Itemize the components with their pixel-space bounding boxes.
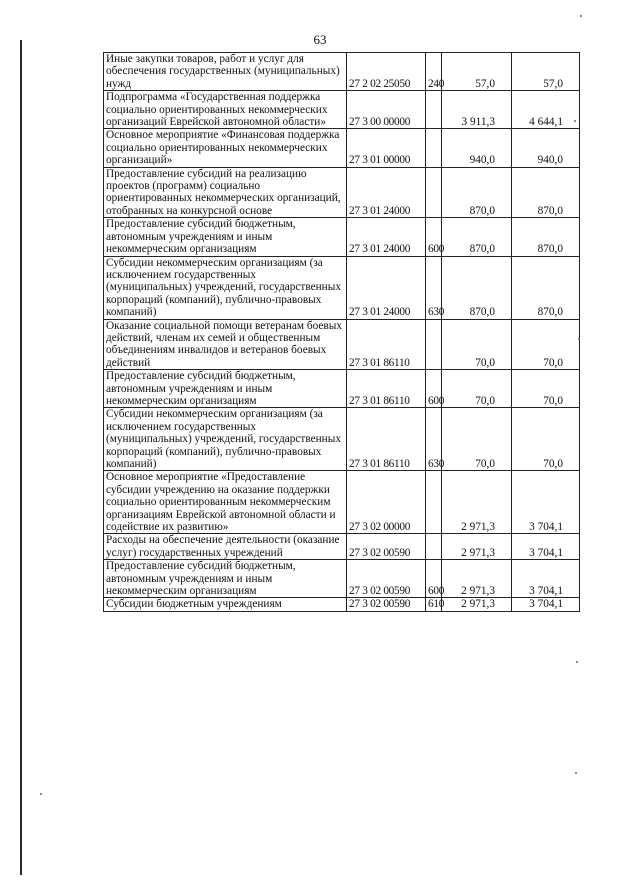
scan-speck [576, 661, 578, 663]
row-name: Предоставление субсидий на реализацию проектов (программ) социально ориентированных некоммерческих организаций, отобранных на конкурсной основе [104, 167, 347, 218]
row-code: 27 3 01 24000 [347, 256, 426, 319]
row-value-2: 70,0 [512, 319, 580, 370]
row-value-1: 2 971,3 [442, 534, 512, 560]
row-name: Иные закупки товаров, работ и услуг для обеспечения государственных (муниципальных) нужд [104, 53, 347, 91]
row-expense-type [426, 534, 442, 560]
row-code: 27 3 01 24000 [347, 218, 426, 256]
row-expense-type [426, 319, 442, 370]
row-value-1: 870,0 [442, 167, 512, 218]
table-row [104, 408, 580, 471]
table-row [104, 319, 580, 370]
scan-speck [580, 15, 582, 17]
row-value-1: 870,0 [442, 256, 512, 319]
row-name: Основное мероприятие «Финансовая поддержка социально ориентированных некоммерческих организаций» [104, 129, 347, 167]
row-expense-type [426, 129, 442, 167]
row-value-2: 870,0 [512, 218, 580, 256]
row-value-1: 870,0 [442, 218, 512, 256]
row-code: 27 3 02 00590 [347, 534, 426, 560]
row-code: 27 3 01 86110 [347, 408, 426, 471]
table-row [104, 91, 580, 129]
row-code: 27 3 02 00000 [347, 471, 426, 534]
row-code: 27 3 01 86110 [347, 370, 426, 408]
scan-speck [574, 120, 576, 122]
row-expense-type: 240 [426, 53, 442, 91]
row-value-2: 3 704,1 [512, 560, 580, 598]
row-expense-type [426, 471, 442, 534]
row-value-2: 57,0 [512, 53, 580, 91]
row-value-1: 940,0 [442, 129, 512, 167]
row-expense-type: 600 [426, 218, 442, 256]
row-value-2: 870,0 [512, 256, 580, 319]
row-value-2: 70,0 [512, 408, 580, 471]
table-row [104, 370, 580, 408]
scan-speck [40, 793, 42, 795]
row-value-2: 3 704,1 [512, 534, 580, 560]
row-value-1: 70,0 [442, 408, 512, 471]
row-name: Расходы на обеспечение деятельности (оказание услуг) государственных учреждений [104, 534, 347, 560]
row-value-2: 940,0 [512, 129, 580, 167]
row-name: Основное мероприятие «Предоставление субсидии учреждению на оказание поддержки социально ориентированным некоммерческим организациям Еврейской автономной области и содействие их развитию» [104, 471, 347, 534]
row-name: Субсидии некоммерческим организациям (за исключением государственных (муниципальных) учреждений, государственных корпораций (компаний), публично-правовых компаний) [104, 256, 347, 319]
row-code: 27 3 01 24000 [347, 167, 426, 218]
row-expense-type [426, 91, 442, 129]
row-code: 27 3 01 86110 [347, 319, 426, 370]
row-code: 27 2 02 25050 [347, 53, 426, 91]
table-row [104, 471, 580, 534]
page-number: 63 [313, 32, 327, 47]
row-value-1: 57,0 [442, 53, 512, 91]
row-value-2: 3 704,1 [512, 598, 580, 611]
table-row [104, 129, 580, 167]
row-name: Предоставление субсидий бюджетным, автономным учреждениям и иным некоммерческим организациям [104, 370, 347, 408]
budget-table-body [104, 53, 580, 612]
row-expense-type: 630 [426, 256, 442, 319]
row-value-2: 70,0 [512, 370, 580, 408]
table-row [104, 560, 580, 598]
row-name: Субсидии некоммерческим организациям (за исключением государственных (муниципальных) учреждений, государственных корпораций (компаний), публично-правовых компаний) [104, 408, 347, 471]
row-name: Предоставление субсидий бюджетным, автономным учреждениям и иным некоммерческим организациям [104, 218, 347, 256]
row-value-1: 70,0 [442, 319, 512, 370]
row-name: Оказание социальной помощи ветеранам боевых действий, членам их семей и общественным объединениям инвалидов и ветеранов боевых действий [104, 319, 347, 370]
row-value-1: 3 911,3 [442, 91, 512, 129]
row-value-2: 870,0 [512, 167, 580, 218]
row-value-1: 70,0 [442, 370, 512, 408]
scan-speck [578, 338, 580, 340]
table-row [104, 256, 580, 319]
row-code: 27 3 00 00000 [347, 91, 426, 129]
row-expense-type: 610 [426, 598, 442, 611]
row-expense-type: 600 [426, 370, 442, 408]
table-row [104, 218, 580, 256]
scan-speck [575, 772, 577, 774]
row-value-1: 2 971,3 [442, 471, 512, 534]
row-value-1: 2 971,3 [442, 598, 512, 611]
row-value-1: 2 971,3 [442, 560, 512, 598]
table-row [104, 167, 580, 218]
budget-table [103, 52, 580, 612]
row-value-2: 3 704,1 [512, 471, 580, 534]
scan-edge-line [20, 40, 22, 875]
row-name: Предоставление субсидий бюджетным, автономным учреждениям и иным некоммерческим организациям [104, 560, 347, 598]
row-code: 27 3 02 00590 [347, 560, 426, 598]
row-name: Субсидии бюджетным учреждениям [104, 598, 347, 611]
table-row [104, 598, 580, 611]
row-expense-type [426, 167, 442, 218]
row-value-2: 4 644,1 [512, 91, 580, 129]
row-code: 27 3 02 00590 [347, 598, 426, 611]
row-expense-type: 630 [426, 408, 442, 471]
table-row [104, 53, 580, 91]
table-row [104, 534, 580, 560]
row-expense-type: 600 [426, 560, 442, 598]
row-code: 27 3 01 00000 [347, 129, 426, 167]
row-name: Подпрограмма «Государственная поддержка социально ориентированных некоммерческих организаций Еврейской автономной области» [104, 91, 347, 129]
